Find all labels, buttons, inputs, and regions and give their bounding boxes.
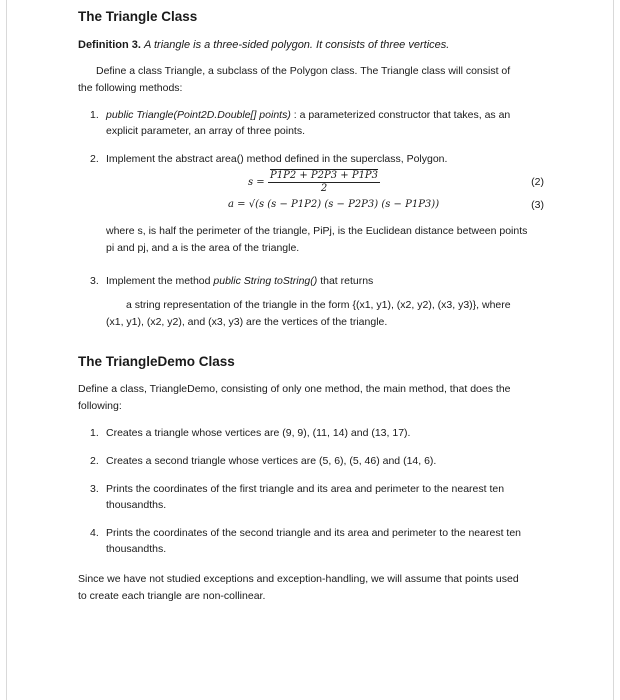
item-line-1: Prints the coordinates of the second triangle and its area and perimeter to the nearest ten	[106, 527, 522, 539]
list-item	[78, 453, 572, 469]
demo-intro-paragraph	[78, 381, 572, 415]
item3-prefix: Implement the method	[106, 275, 214, 287]
document-content	[78, 8, 572, 605]
item-line-1: Creates a second triangle whose vertices are (5, 6), (5, 46) and (14, 6).	[106, 455, 437, 467]
list-item	[78, 425, 572, 441]
equation-s	[78, 169, 572, 197]
definition-label: Definition 3.	[78, 39, 141, 51]
methods-list	[78, 107, 572, 167]
item-line-1: Creates a triangle whose vertices are (9, 9), (11, 14) and (13, 17).	[106, 427, 411, 439]
intro-line-1: Define a class Triangle, a subclass of the Polygon class. The Triangle class will consist of	[96, 65, 511, 77]
item-number: 1.	[90, 109, 99, 121]
equation-block	[78, 169, 572, 219]
demo-intro-line-2: following:	[78, 400, 122, 412]
item-number: 2.	[90, 455, 99, 467]
equation-s-fraction	[268, 169, 380, 195]
definition-3	[78, 38, 572, 53]
item-line-2: thousandths.	[106, 499, 167, 511]
item-line-2: thousandths.	[106, 543, 167, 555]
item-number: 1.	[90, 427, 99, 439]
list-item	[78, 525, 572, 557]
tostring-signature: public String toString()	[213, 275, 318, 287]
intro-paragraph	[78, 63, 572, 97]
page-edge-right	[613, 0, 614, 700]
item3-rest: that returns	[317, 275, 374, 287]
equation-tag-3: (3)	[531, 199, 544, 211]
closing-line-2: to create each triangle are non-collinear.	[78, 590, 266, 602]
equation-a	[78, 199, 572, 217]
where-line-2: pi and pj, and a is the area of the triangle.	[106, 242, 300, 254]
item3-sub-paragraph	[106, 297, 572, 331]
closing-paragraph	[78, 571, 572, 605]
where-line-1: where s, is half the perimeter of the triangle, PiPj, is the Euclidean distance between points	[106, 225, 528, 237]
item-line-2: explicit parameter, an array of three points.	[106, 125, 306, 137]
item-line-1: Prints the coordinates of the first triangle and its area and perimeter to the nearest ten	[106, 483, 505, 495]
intro-line-2: the following methods:	[78, 82, 183, 94]
demo-intro-line-1: Define a class, TriangleDemo, consisting of only one method, the main method, that does the	[78, 383, 511, 395]
list-item	[78, 481, 572, 513]
list-item	[78, 107, 572, 139]
where-paragraph	[78, 223, 572, 257]
closing-line-1: Since we have not studied exceptions and exception-handling, we will assume that points used	[78, 573, 519, 585]
list-item	[78, 273, 572, 331]
item-line-1	[106, 107, 572, 123]
item-line-1: Implement the abstract area() method defined in the superclass, Polygon.	[106, 153, 448, 165]
item-number: 3.	[90, 275, 99, 287]
list-item	[78, 151, 572, 167]
equation-s-denominator: 2	[320, 183, 328, 194]
item3-sub-line-1: a string representation of the triangle in the form {(x1, y1), (x2, y2), (x3, y3)}, where	[126, 299, 511, 311]
demo-list	[78, 425, 572, 557]
equation-tag-2: (2)	[531, 176, 544, 188]
item-number: 3.	[90, 483, 99, 495]
item-number: 2.	[90, 153, 99, 165]
equation-a-text: a = √(s (s − P1P2) (s − P2P3) (s − P1P3))	[228, 199, 440, 210]
item-line-1	[106, 273, 572, 289]
heading-triangle-class: The Triangle Class	[78, 9, 198, 24]
definition-text: A triangle is a three-sided polygon. It consists of three vertices.	[144, 39, 450, 51]
equation-s-lhs: s =	[248, 177, 265, 188]
constructor-signature: public Triangle(Point2D.Double[] points)	[106, 109, 291, 121]
page-edge-left	[6, 0, 7, 700]
heading-triangledemo-class: The TriangleDemo Class	[78, 354, 235, 369]
constructor-desc: : a parameterized constructor that takes, as an	[290, 109, 511, 121]
item3-sub-line-2: (x1, y1), (x2, y2), and (x3, y3) are the vertices of the triangle.	[106, 316, 388, 328]
item-number: 4.	[90, 527, 99, 539]
equation-s-numerator: P1P2 + P2P3 + P1P3	[270, 170, 379, 181]
